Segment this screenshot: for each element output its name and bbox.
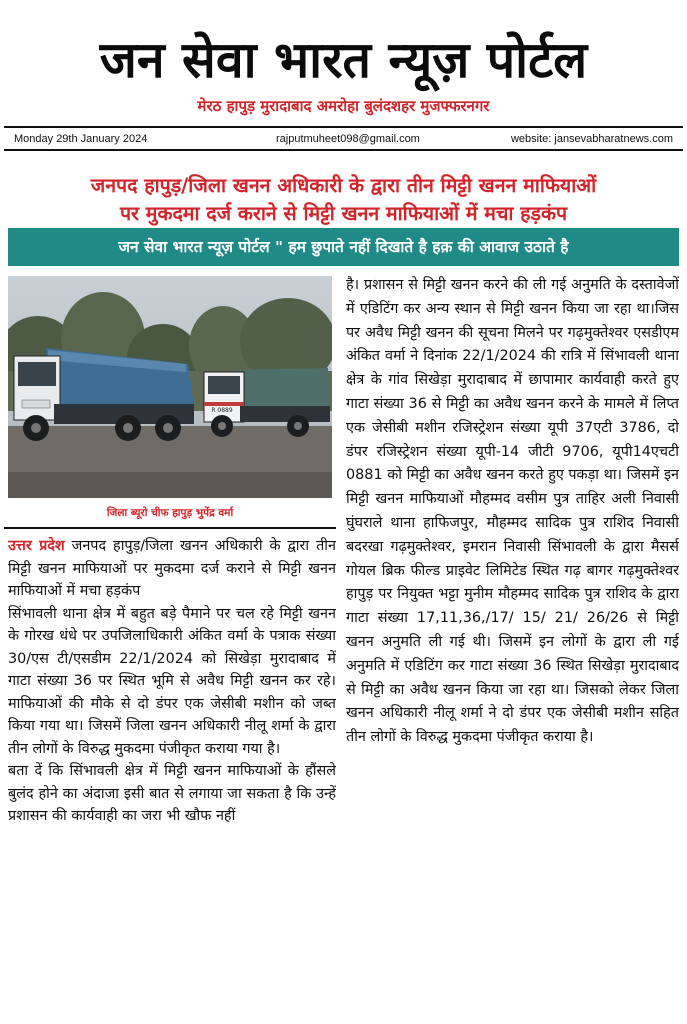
column-divider [4, 527, 336, 529]
contact-email: rajputmuheet098@gmail.com [276, 133, 420, 145]
issue-date: Monday 29th January 2024 [14, 133, 148, 145]
photo-caption: जिला ब्यूरो चीफ हापुड़ भुपेंद्र वर्मा [106, 507, 234, 519]
slogan-banner: जन सेवा भारत न्यूज़ पोर्टल " हम छुपाते नहीं दिखाते है हक़ की आवाज उठाते है [8, 228, 679, 266]
top-divider [4, 126, 683, 128]
headline-line-1: जनपद हापुड़/जिला खनन अधिकारी के द्वारा तीन मिट्टी खनन माफियाओं [90, 174, 597, 197]
dump-trucks-photo [8, 276, 332, 498]
headline-line-2: पर मुकदमा दर्ज कराने से मिट्टी खनन माफियाओं में मचा हड़कंप [119, 202, 568, 225]
article-lead: जनपद हापुड़/जिला खनन अधिकारी के द्वारा तीन मिट्टी खनन माफियाओं पर मुकदमा दर्ज कराने से मिट्टी खनन माफियाओं में मचा हड़कंप [8, 538, 336, 599]
website-label: website: jansevabharatnews.com [510, 133, 673, 145]
article-right-column: है। प्रशासन से मिट्टी खनन करने की ली गई अनुमति के दस्तावेजों में एडिटिंग कर अन्य स्थान से मिट्टी खनन किया जा रहा था।जिस पर अवैध मिट्टी खनन की सूचना मिलने पर गढ़मुक्तेश्वर एसडीएम अंकित वर्मा ने दिनांक 22/1/2024 की रात्रि में सिंभावली थाना क्षेत्र के गांव सिखेड़ा मुरादाबाद में छापामार कार्यवाही करते हुए गाटा संख्या 36 से मिट्टी का अवैध खनन करने के मामले में लिप्त एक जेसीबी मशीन रजिस्ट्रेशन संख्या यूपी 37एटी 3786, दो डंपर रजिस्ट्रेशन संख्या यूपी-14 जीटी 9706, यूपी14एचटी 0881 को मिट्टी का अवैध खनन करते हुए पकड़ा था। जिसमें इन मिट्टी खनन माफियाओं मौहम्मद वसीम पुत्र ताहिर अली निवासी घुंघराले थाना हाफिजपुर, मौहम्मद सादिक पुत्र राशिद निवासी बदरखा गढ़मुक्तेश्वर, इमरान निवासी सिंभावली के द्वारा मैसर्स गोयल ब्रिक फील्ड प्राइवेट लिमिटेड स्थित गढ़ बागर गढ़मुक्तेश्वर हापुड़ पर नियुक्त भट्टा मुनीम मौहम्मद सादिक पुत्र राशिद के द्वारा गाटा संख्या 17,11,36,/17/ 15/ 21/ 26/26 से मिट्टी खनन अनुमति ली गई थी। जिसमें इन लोगों के द्वारा ली गई अनुमति में एडिटिंग कर गाटा संख्या 36 स्थित सिखेड़ा मुरादाबाद से मिट्टी का अवैध खनन किया जा रहा था। जिसको लेकर जिला खनन अधिकारी नीलू शर्मा ने दो डंपर एक जेसीबी मशीन सहित तीन लोगों के विरुद्ध मुकदमा पंजीकृत कराया है। [346, 277, 679, 746]
masthead-title: जन सेवा भारत न्यूज़ पोर्टल [99, 31, 588, 89]
article-headline [12, 172, 675, 228]
state-label: उत्तर प्रदेश [8, 538, 65, 554]
news-photo [8, 276, 332, 498]
article-paragraph-2: बता दें कि सिंभावली क्षेत्र में मिट्टी खनन माफियाओं के हौंसले बुलंद होने का अंदाजा इसी बात से लगाया जा सकता है कि उन्हें प्रशासन की कार्यवाही का जरा भी खौफ नहीं [8, 763, 336, 824]
masthead-cities: मेरठ हापुड़ मुरादाबाद अमरोहा बुलंदशहर मुजफ्फरनगर [197, 97, 490, 115]
article-paragraph-1: सिंभावली थाना क्षेत्र में बहुत बड़े पैमाने पर चल रहे मिट्टी खनन के गोरख धंधे पर उपजिलाधिकारी अंकित वर्मा के पत्राक संख्या 30/एस टी/एसडीम 22/1/2024 को सिखेड़ा मुरादाबाद में गाटा संख्या 36 पर स्थित भूमि से अवैध मिट्टी खनन कर रहे। माफियाओं की मौके से दो डंपर एक जेसीबी मशीन को जब्त किया गया था। जिसमें जिला खनन अधिकारी नीलू शर्मा के द्वारा तीन लोगों के विरुद्ध मुकदमा पंजीकृत कराया गया है। [8, 605, 336, 757]
dateline-bar [8, 130, 679, 148]
dateline-divider [4, 149, 683, 151]
truck-plate: R 0889 [211, 407, 233, 414]
article-left-column [8, 535, 336, 1020]
article-lead-paragraph [8, 535, 336, 603]
